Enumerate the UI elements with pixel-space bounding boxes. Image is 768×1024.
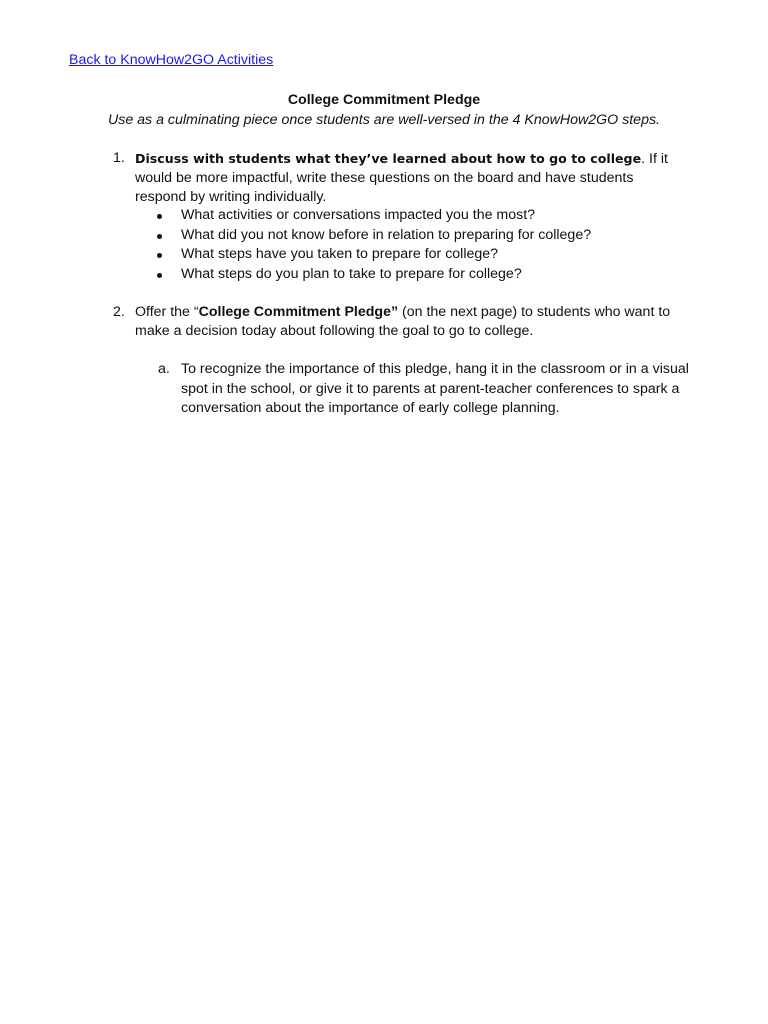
list-item-1-lead: Discuss with students what they’ve learned about how to go to college bbox=[135, 151, 642, 166]
document-title: College Commitment Pledge bbox=[287, 92, 481, 108]
bullet-dot-icon bbox=[157, 214, 162, 219]
document-subtitle: Use as a culminating piece once students are well-versed in the 4 KnowHow2GO steps. bbox=[107, 112, 661, 128]
list-item-1-rest: . If it would be more impactful, write these questions on the board and have students respond by writing individually. bbox=[135, 151, 668, 206]
bullet-item: What activities or conversations impacted you the most? bbox=[181, 207, 536, 223]
list-item-2-rest: (on the next page) to students who want to make a decision today about following the goal to go to college. bbox=[135, 304, 671, 340]
back-to-activities-link[interactable]: Back to KnowHow2GO Activities bbox=[69, 52, 274, 68]
list-item-2-pre: Offer the “ bbox=[135, 304, 199, 320]
sub-list-item-text: To recognize the importance of this pledge, hang it in the classroom or in a visual spot in the school, or give it to parents at parent-teacher conferences to spark a conversation about the importance of early college planning. bbox=[181, 361, 689, 417]
bullet-dot-icon bbox=[157, 253, 162, 258]
bullet-item: What did you not know before in relation to preparing for college? bbox=[181, 227, 592, 243]
sub-list-letter: a. bbox=[158, 361, 170, 377]
list-item-2-bold: College Commitment Pledge” bbox=[198, 304, 399, 320]
bullet-dot-icon bbox=[157, 273, 162, 278]
list-item-1-text bbox=[135, 149, 683, 208]
list-number: 2. bbox=[113, 304, 125, 320]
list-item-2-text bbox=[135, 303, 683, 341]
bullet-dot-icon bbox=[157, 234, 162, 239]
bullet-item: What steps have you taken to prepare for college? bbox=[181, 246, 499, 262]
bullet-item: What steps do you plan to take to prepare for college? bbox=[181, 266, 522, 282]
list-number: 1. bbox=[113, 150, 125, 166]
